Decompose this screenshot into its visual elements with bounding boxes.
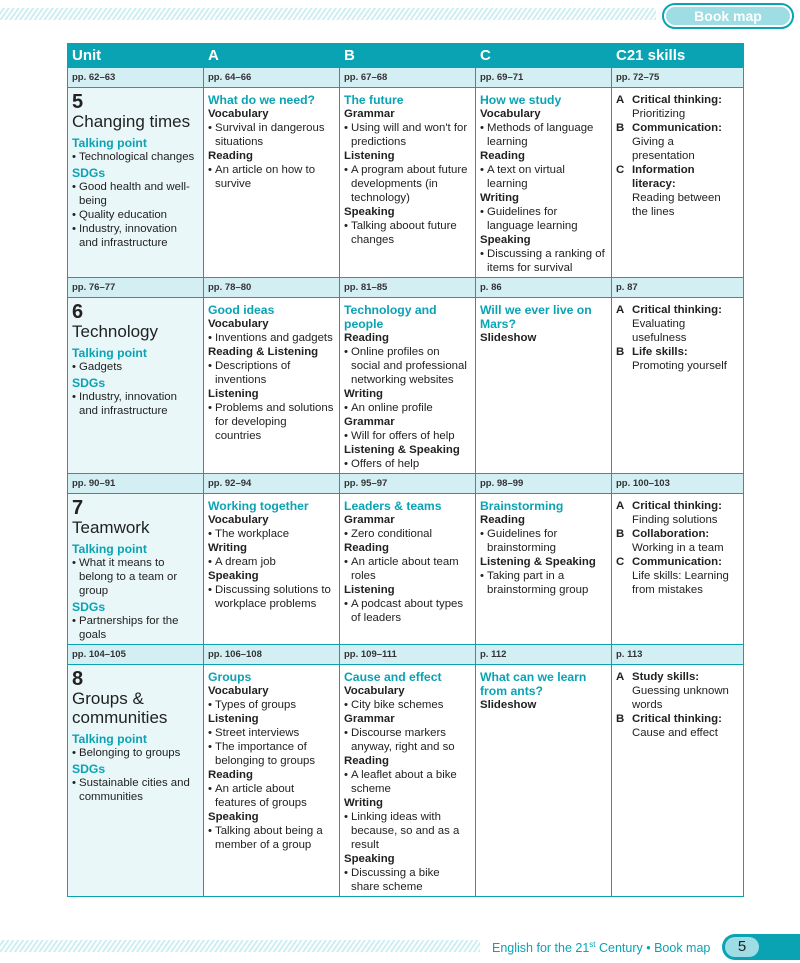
talking-point-list bbox=[72, 746, 199, 760]
unit-number: 8 bbox=[72, 668, 84, 690]
skill-area-label: Grammar bbox=[344, 713, 395, 725]
page-range: pp. 95–97 bbox=[340, 474, 476, 494]
page-range-row bbox=[68, 278, 744, 298]
skill-area-label: Speaking bbox=[208, 811, 259, 823]
lesson-cell-b bbox=[340, 298, 476, 474]
page-range: pp. 92–94 bbox=[204, 474, 340, 494]
talking-point-label: Talking point bbox=[72, 542, 147, 556]
activity-item: • A podcast about types of leaders bbox=[344, 597, 471, 625]
skill-title: Critical thinking: bbox=[632, 713, 722, 725]
activity-item: • Offers of help bbox=[344, 457, 471, 471]
skill-area-label: Writing bbox=[480, 192, 520, 204]
activity-list bbox=[480, 527, 607, 555]
skill-description: Life skills: Learning from mistakes bbox=[632, 570, 729, 596]
activity-list bbox=[208, 163, 335, 191]
unit-row bbox=[68, 665, 744, 897]
skill-letter: A bbox=[616, 94, 625, 106]
c21-skills-cell bbox=[612, 88, 744, 278]
page-range: pp. 90–91 bbox=[68, 474, 204, 494]
skill-area-label: Reading bbox=[344, 332, 389, 344]
activity-item: • A leaflet about a bike scheme bbox=[344, 768, 471, 796]
skill-description: Working in a team bbox=[632, 542, 724, 554]
page-number: 5 bbox=[725, 937, 759, 957]
activity-item: • A text on virtual learning bbox=[480, 163, 607, 191]
activity-list bbox=[344, 121, 471, 149]
lesson-cell-b bbox=[340, 494, 476, 645]
activity-item: • Online profiles on social and professional networking websites bbox=[344, 345, 471, 387]
activity-list bbox=[344, 698, 471, 712]
c21-skills-cell bbox=[612, 298, 744, 474]
column-header-b: B bbox=[340, 44, 476, 68]
skill-letter: B bbox=[616, 122, 625, 134]
activity-list bbox=[208, 121, 335, 149]
unit-name: Teamwork bbox=[72, 518, 150, 537]
skill-letter: B bbox=[616, 346, 625, 358]
activity-item: • Linking ideas with because, so and as a result bbox=[344, 810, 471, 852]
unit-number: 5 bbox=[72, 91, 84, 113]
lesson-title[interactable]: Will we ever live on Mars? bbox=[480, 303, 592, 331]
page-range: pp. 76–77 bbox=[68, 278, 204, 298]
skill-area-label: Writing bbox=[208, 542, 248, 554]
skill-description: Giving a presentation bbox=[632, 136, 695, 162]
unit-cell bbox=[68, 88, 204, 278]
page-range: pp. 72–75 bbox=[612, 68, 744, 88]
lesson-title[interactable]: What do we need? bbox=[208, 93, 315, 107]
skill-description: Finding solutions bbox=[632, 514, 718, 526]
skill-text bbox=[632, 555, 739, 597]
talking-point-list bbox=[72, 556, 199, 598]
page-range: pp. 100–103 bbox=[612, 474, 744, 494]
lesson-title[interactable]: Good ideas bbox=[208, 303, 275, 317]
skill-area-label: Speaking bbox=[480, 234, 531, 246]
skill-area-label: Speaking bbox=[208, 570, 259, 582]
skill-text bbox=[632, 163, 739, 219]
activity-list bbox=[344, 768, 471, 796]
column-header-c: C bbox=[476, 44, 612, 68]
unit-number: 7 bbox=[72, 497, 84, 519]
unit-name: Changing times bbox=[72, 112, 191, 131]
footer-title bbox=[492, 940, 710, 955]
activity-item: • A dream job bbox=[208, 555, 335, 569]
activity-item: • Taking part in a brainstorming group bbox=[480, 569, 607, 597]
activity-list bbox=[344, 457, 471, 471]
skill-letter: B bbox=[616, 528, 625, 540]
activity-list bbox=[208, 782, 335, 810]
activity-list bbox=[344, 345, 471, 387]
skill-area-label: Listening & Speaking bbox=[344, 444, 460, 456]
skill-area-label: Speaking bbox=[344, 853, 395, 865]
skill-title: Study skills: bbox=[632, 671, 700, 683]
footer-title-prefix: English for the 21 bbox=[492, 941, 590, 956]
activity-list bbox=[344, 726, 471, 754]
skill-title: Communication: bbox=[632, 556, 722, 568]
activity-item: • Guidelines for brainstorming bbox=[480, 527, 607, 555]
activity-list bbox=[208, 726, 335, 768]
skill-area-label: Vocabulary bbox=[208, 514, 269, 526]
activity-list bbox=[208, 527, 335, 541]
c21-skills-cell bbox=[612, 494, 744, 645]
activity-item: • Descriptions of inventions bbox=[208, 359, 335, 387]
skill-title: Information literacy: bbox=[632, 164, 695, 190]
unit-number: 6 bbox=[72, 301, 84, 323]
skill-area-label: Listening & Speaking bbox=[480, 556, 596, 568]
footer-title-suffix: Century • Book map bbox=[595, 941, 711, 956]
c21-skills-cell bbox=[612, 665, 744, 897]
skill-area-label: Listening bbox=[344, 584, 395, 596]
activity-list bbox=[344, 401, 471, 415]
activity-list bbox=[208, 555, 335, 569]
sdg-item: • Quality education bbox=[72, 208, 199, 222]
c21-skill bbox=[616, 499, 739, 527]
lesson-title[interactable]: Cause and effect bbox=[344, 670, 442, 684]
skill-text bbox=[632, 670, 739, 712]
sdgs-list bbox=[72, 180, 199, 250]
page-range: p. 112 bbox=[476, 645, 612, 665]
column-header-a: A bbox=[204, 44, 340, 68]
unit-name: Groups & communities bbox=[72, 689, 168, 727]
skill-area-label: Vocabulary bbox=[208, 108, 269, 120]
skill-text bbox=[632, 345, 727, 373]
activity-list bbox=[344, 219, 471, 247]
column-header-c21-skills: C21 skills bbox=[612, 44, 744, 68]
unit-cell bbox=[68, 494, 204, 645]
talking-point-item: • Technological changes bbox=[72, 150, 199, 164]
lesson-title[interactable]: The future bbox=[344, 93, 404, 107]
activity-item: • Problems and solutions for developing countries bbox=[208, 401, 335, 443]
skill-area-label: Writing bbox=[344, 797, 384, 809]
lesson-cell-b bbox=[340, 665, 476, 897]
activity-list bbox=[208, 331, 335, 345]
skill-description: Evaluating usefulness bbox=[632, 318, 687, 344]
activity-item: • Discourse markers anyway, right and so bbox=[344, 726, 471, 754]
skill-description: Guessing unknown words bbox=[632, 685, 729, 711]
skill-letter: C bbox=[616, 556, 625, 568]
lesson-title[interactable]: Technology and people bbox=[344, 303, 437, 331]
sdgs-label: SDGs bbox=[72, 600, 106, 614]
activity-list bbox=[480, 247, 607, 275]
activity-item: • An article on how to survive bbox=[208, 163, 335, 191]
skill-title: Critical thinking: bbox=[632, 304, 722, 316]
talking-point-list bbox=[72, 150, 199, 164]
activity-item: • An online profile bbox=[344, 401, 471, 415]
skill-description: Cause and effect bbox=[632, 727, 718, 739]
skill-area-label: Reading & Listening bbox=[208, 346, 319, 358]
skill-description: Prioritizing bbox=[632, 108, 686, 120]
activity-item: • An article about team roles bbox=[344, 555, 471, 583]
skill-area-label: Reading bbox=[208, 150, 253, 162]
talking-point-label: Talking point bbox=[72, 732, 147, 746]
table-header-row bbox=[68, 44, 744, 68]
sdg-item: • Industry, innovation and infrastructure bbox=[72, 390, 199, 418]
skill-area-label: Slideshow bbox=[480, 332, 537, 344]
skill-text bbox=[632, 93, 722, 121]
talking-point-item: • What it means to belong to a team or group bbox=[72, 556, 199, 598]
page-range-row bbox=[68, 474, 744, 494]
skill-area-label: Writing bbox=[344, 388, 384, 400]
sdgs-list bbox=[72, 614, 199, 642]
activity-list bbox=[344, 429, 471, 443]
lesson-title[interactable]: Brainstorming bbox=[480, 499, 564, 513]
lesson-cell-c bbox=[476, 298, 612, 474]
page-range: pp. 67–68 bbox=[340, 68, 476, 88]
sdg-item: • Good health and well-being bbox=[72, 180, 199, 208]
activity-list bbox=[480, 205, 607, 233]
activity-item: • Methods of language learning bbox=[480, 121, 607, 149]
activity-item: • Using will and won't for predictions bbox=[344, 121, 471, 149]
sdg-item: • Sustainable cities and communities bbox=[72, 776, 199, 804]
talking-point-item: • Belonging to groups bbox=[72, 746, 199, 760]
skill-title: Communication: bbox=[632, 122, 722, 134]
activity-item: • Street interviews bbox=[208, 726, 335, 740]
skill-text bbox=[632, 121, 739, 163]
sdgs-list bbox=[72, 776, 199, 804]
skill-text bbox=[632, 527, 724, 555]
skill-area-label: Speaking bbox=[344, 206, 395, 218]
page-range: pp. 78–80 bbox=[204, 278, 340, 298]
activity-list bbox=[344, 866, 471, 894]
activity-item: • Will for offers of help bbox=[344, 429, 471, 443]
header-hatch-band bbox=[0, 8, 656, 20]
skill-area-label: Vocabulary bbox=[208, 318, 269, 330]
activity-item: • Talking aboout future changes bbox=[344, 219, 471, 247]
skill-letter: C bbox=[616, 164, 625, 176]
footer-title-superscript: st bbox=[589, 940, 596, 949]
page-range: pp. 109–111 bbox=[340, 645, 476, 665]
c21-skill bbox=[616, 670, 739, 712]
skill-area-label: Grammar bbox=[344, 514, 395, 526]
footer-hatch-band bbox=[0, 940, 480, 952]
skill-area-label: Grammar bbox=[344, 108, 395, 120]
activity-item: • Talking about being a member of a group bbox=[208, 824, 335, 852]
activity-list bbox=[480, 121, 607, 149]
sdgs-label: SDGs bbox=[72, 376, 106, 390]
lesson-cell-a bbox=[204, 665, 340, 897]
activity-item: • Zero conditional bbox=[344, 527, 471, 541]
book-map-tab-label: Book map bbox=[666, 7, 790, 25]
lesson-cell-c bbox=[476, 665, 612, 897]
skill-letter: A bbox=[616, 500, 625, 512]
skill-text bbox=[632, 303, 739, 345]
skill-area-label: Grammar bbox=[344, 416, 395, 428]
skill-title: Critical thinking: bbox=[632, 500, 722, 512]
unit-cell bbox=[68, 298, 204, 474]
unit-row bbox=[68, 88, 744, 278]
activity-list bbox=[208, 401, 335, 443]
talking-point-label: Talking point bbox=[72, 346, 147, 360]
activity-list bbox=[208, 359, 335, 387]
activity-item: • Guidelines for language learning bbox=[480, 205, 607, 233]
activity-list bbox=[344, 527, 471, 541]
lesson-cell-a bbox=[204, 298, 340, 474]
unit-name: Technology bbox=[72, 322, 159, 341]
skill-area-label: Listening bbox=[208, 713, 259, 725]
sdgs-label: SDGs bbox=[72, 166, 106, 180]
sdg-item: • Partnerships for the goals bbox=[72, 614, 199, 642]
activity-list bbox=[480, 163, 607, 191]
lesson-title[interactable]: Groups bbox=[208, 670, 252, 684]
c21-skill bbox=[616, 527, 739, 555]
activity-item: • Inventions and gadgets bbox=[208, 331, 335, 345]
activity-item: • Discussing a bike share scheme bbox=[344, 866, 471, 894]
skill-area-label: Listening bbox=[208, 388, 259, 400]
skill-text bbox=[632, 712, 722, 740]
sdgs-label: SDGs bbox=[72, 762, 106, 776]
skill-letter: B bbox=[616, 713, 625, 725]
page-range-row bbox=[68, 645, 744, 665]
activity-list bbox=[208, 698, 335, 712]
skill-area-label: Reading bbox=[344, 542, 389, 554]
skill-area-label: Vocabulary bbox=[208, 685, 269, 697]
lesson-title[interactable]: How we study bbox=[480, 93, 562, 107]
c21-skill bbox=[616, 712, 739, 740]
skill-area-label: Slideshow bbox=[480, 699, 537, 711]
unit-row bbox=[68, 494, 744, 645]
skill-title: Collaboration: bbox=[632, 528, 710, 540]
activity-item: • The importance of belonging to groups bbox=[208, 740, 335, 768]
book-map-tab[interactable] bbox=[662, 3, 794, 29]
skill-letter: A bbox=[616, 304, 625, 316]
activity-item: • Types of groups bbox=[208, 698, 335, 712]
page-range: p. 87 bbox=[612, 278, 744, 298]
activity-list bbox=[480, 569, 607, 597]
activity-list bbox=[344, 597, 471, 625]
c21-skill bbox=[616, 121, 739, 163]
page-range-row bbox=[68, 68, 744, 88]
page-range: pp. 69–71 bbox=[476, 68, 612, 88]
activity-item: • Discussing solutions to workplace problems bbox=[208, 583, 335, 611]
unit-row bbox=[68, 298, 744, 474]
c21-skill bbox=[616, 555, 739, 597]
talking-point-list bbox=[72, 360, 199, 374]
lesson-cell-c bbox=[476, 494, 612, 645]
page-range: pp. 81–85 bbox=[340, 278, 476, 298]
skill-area-label: Reading bbox=[480, 150, 525, 162]
activity-list bbox=[344, 555, 471, 583]
lesson-cell-c bbox=[476, 88, 612, 278]
sdg-item: • Industry, innovation and infrastructure bbox=[72, 222, 199, 250]
lesson-title[interactable]: Leaders & teams bbox=[344, 499, 442, 513]
page-range: pp. 62–63 bbox=[68, 68, 204, 88]
lesson-cell-a bbox=[204, 88, 340, 278]
book-map-table bbox=[67, 43, 744, 897]
activity-list bbox=[208, 824, 335, 852]
skill-text bbox=[632, 499, 722, 527]
talking-point-item: • Gadgets bbox=[72, 360, 199, 374]
c21-skill bbox=[616, 163, 739, 219]
skill-description: Reading between the lines bbox=[632, 192, 721, 218]
activity-item: • Survival in dangerous situations bbox=[208, 121, 335, 149]
activity-list bbox=[344, 163, 471, 205]
activity-item: • An article about features of groups bbox=[208, 782, 335, 810]
c21-skill bbox=[616, 303, 739, 345]
activity-list bbox=[208, 583, 335, 611]
unit-cell bbox=[68, 665, 204, 897]
page-range: p. 113 bbox=[612, 645, 744, 665]
page-range: pp. 106–108 bbox=[204, 645, 340, 665]
skill-area-label: Reading bbox=[344, 755, 389, 767]
page-range: pp. 104–105 bbox=[68, 645, 204, 665]
activity-item: • City bike schemes bbox=[344, 698, 471, 712]
activity-list bbox=[344, 810, 471, 852]
lesson-cell-b bbox=[340, 88, 476, 278]
lesson-cell-a bbox=[204, 494, 340, 645]
column-header-unit: Unit bbox=[68, 44, 204, 68]
skill-description: Promoting yourself bbox=[632, 360, 727, 372]
skill-area-label: Reading bbox=[480, 514, 525, 526]
c21-skill bbox=[616, 93, 739, 121]
skill-area-label: Vocabulary bbox=[480, 108, 541, 120]
skill-area-label: Listening bbox=[344, 150, 395, 162]
activity-item: • A program about future developments (in technology) bbox=[344, 163, 471, 205]
skill-letter: A bbox=[616, 671, 625, 683]
skill-area-label: Reading bbox=[208, 769, 253, 781]
page-range: pp. 98–99 bbox=[476, 474, 612, 494]
page-number-tab bbox=[722, 934, 800, 960]
lesson-title[interactable]: What can we learn from ants? bbox=[480, 670, 587, 698]
activity-item: • Discussing a ranking of items for survival bbox=[480, 247, 607, 275]
c21-skill bbox=[616, 345, 739, 373]
talking-point-label: Talking point bbox=[72, 136, 147, 150]
page-range: p. 86 bbox=[476, 278, 612, 298]
lesson-title[interactable]: Working together bbox=[208, 499, 309, 513]
page-range: pp. 64–66 bbox=[204, 68, 340, 88]
activity-item: • The workplace bbox=[208, 527, 335, 541]
skill-title: Critical thinking: bbox=[632, 94, 722, 106]
skill-area-label: Vocabulary bbox=[344, 685, 405, 697]
sdgs-list bbox=[72, 390, 199, 418]
skill-title: Life skills: bbox=[632, 346, 688, 358]
